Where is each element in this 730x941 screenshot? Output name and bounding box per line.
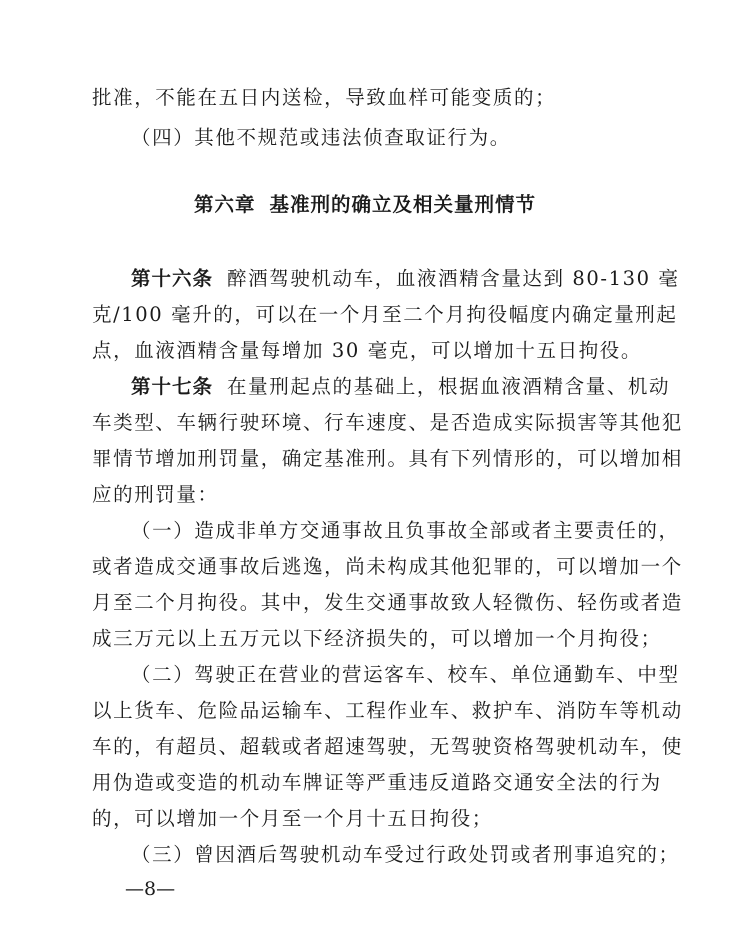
article-label: 第十七条 [131, 375, 214, 398]
text-line: 车的，有超员、超载或者超速驾驶，无驾驶资格驾驶机动车，使 [92, 735, 683, 758]
text-line: 以上货车、危险品运输车、工程作业车、救护车、消防车等机动 [92, 699, 683, 722]
page-number: —8— [125, 878, 176, 900]
text-line: 批准，不能在五日内送检，导致血样可能变质的； [92, 86, 557, 109]
chapter-title: 基准刑的确立及相关量刑情节 [269, 193, 537, 216]
text-line: 在量刑起点的基础上，根据血液酒精含量、机动 [227, 375, 671, 398]
text-line: 车类型、车辆行驶环境、行车速度、是否造成实际损害等其他犯 [92, 411, 683, 434]
text-line: 应的刑罚量： [92, 483, 219, 506]
article-label: 第十六条 [131, 267, 214, 290]
text-line: （二）驾驶正在营业的营运客车、校车、单位通勤车、中型 [131, 663, 680, 686]
text-line: 醉酒驾驶机动车，血液酒精含量达到 80-130 毫 [227, 267, 680, 290]
text-line: 罪情节增加刑罚量，确定基准刑。具有下列情形的，可以增加相 [92, 447, 683, 470]
text-line: 点，血液酒精含量每增加 30 毫克，可以增加十五日拘役。 [92, 339, 643, 362]
text-line: 或者造成交通事故后逃逸，尚未构成其他犯罪的，可以增加一个 [92, 555, 683, 578]
chapter-number: 第六章 [193, 193, 256, 216]
article-16-first-line [131, 267, 680, 291]
text-line: 成三万元以上五万元以下经济损失的，可以增加一个月拘役； [92, 627, 662, 650]
text-line: （三）曾因酒后驾驶机动车受过行政处罚或者刑事追究的； [131, 843, 680, 866]
text-line: 克/100 毫升的，可以在一个月至二个月拘役幅度内确定量刑起 [92, 303, 678, 326]
text-line: （四）其他不规范或违法侦查取证行为。 [131, 126, 511, 149]
text-line: 月至二个月拘役。其中，发生交通事故致人轻微伤、轻伤或者造 [92, 591, 683, 614]
text-line: 用伪造或变造的机动车牌证等严重违反道路交通安全法的行为 [92, 771, 662, 794]
article-17-first-line [131, 375, 670, 399]
text-line: 的，可以增加一个月至一个月十五日拘役； [92, 807, 493, 830]
chapter-heading [0, 193, 730, 217]
text-line: （一）造成非单方交通事故且负事故全部或者主要责任的， [131, 519, 680, 542]
